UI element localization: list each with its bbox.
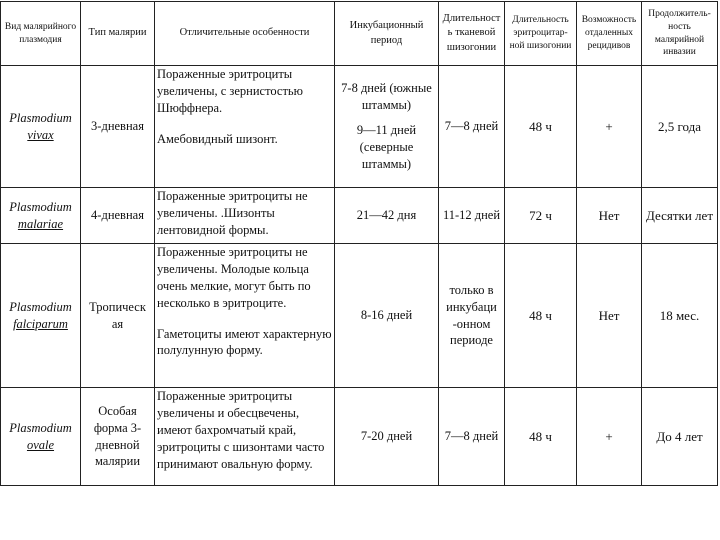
incubation-cell — [335, 66, 439, 188]
erythro-cell: 72 ч — [505, 188, 577, 244]
features-cell — [155, 66, 335, 188]
duration-cell: Десятки лет — [642, 188, 718, 244]
species-name: vivax — [27, 127, 54, 142]
duration-cell: 18 мес. — [642, 244, 718, 388]
species-cell — [1, 244, 81, 388]
tissue-cell: 7—8 дней — [439, 66, 505, 188]
type-cell: Особая форма 3-дневной малярии — [81, 388, 155, 486]
erythro-cell: 48 ч — [505, 66, 577, 188]
species-cell — [1, 388, 81, 486]
header-erythrocytic-schizogony: Длительность эритроцитар-ной шизогонии — [505, 2, 577, 66]
species-name: malariae — [17, 216, 64, 231]
feature-text: Амебовидный шизонт. — [157, 131, 278, 146]
species-name: ovale — [26, 437, 55, 452]
incubation-cell: 8-16 дней — [335, 244, 439, 388]
header-duration: Продолжитель-ность малярийной инвазии — [642, 2, 718, 66]
header-incubation: Инкубационный период — [335, 2, 439, 66]
species-genus: Plasmodium — [9, 420, 72, 435]
malaria-comparison-table — [0, 1, 718, 486]
feature-text: Пораженные эритроциты не увеличены. Молодые кольца очень мелкие, могут быть по несколько в эритроците. — [157, 245, 311, 310]
species-genus: Plasmodium — [9, 110, 72, 125]
header-species: Вид малярийного плазмодия — [1, 2, 81, 66]
duration-cell: 2,5 года — [642, 66, 718, 188]
species-genus: Plasmodium — [9, 199, 72, 214]
relapse-cell: + — [577, 388, 642, 486]
species-cell — [1, 66, 81, 188]
header-tissue-schizogony: Длительност ь тканевой шизогонии — [439, 2, 505, 66]
erythro-cell: 48 ч — [505, 388, 577, 486]
tissue-cell: 7—8 дней — [439, 388, 505, 486]
erythro-cell: 48 ч — [505, 244, 577, 388]
relapse-cell: + — [577, 66, 642, 188]
table-row — [1, 244, 718, 388]
type-cell: 4-дневная — [81, 188, 155, 244]
type-cell: 3-дневная — [81, 66, 155, 188]
table-row — [1, 188, 718, 244]
features-cell — [155, 244, 335, 388]
duration-cell: До 4 лет — [642, 388, 718, 486]
table-row — [1, 388, 718, 486]
tissue-cell: только в инкубаци -онном периоде — [439, 244, 505, 388]
species-cell — [1, 188, 81, 244]
header-features: Отличительные особенности — [155, 2, 335, 66]
feature-text: Пораженные эритроциты не увеличены. .Шизонты лентовидной формы. — [157, 189, 308, 237]
feature-text: Пораженные эритроциты увеличены, с зернистостью Шюффнера. — [157, 67, 303, 115]
features-cell — [155, 188, 335, 244]
feature-text: Пораженные эритроциты увеличены и обесцвечены, имеют бахромчатый край, эритроциты с шизонтами часто принимают овальную форму. — [157, 389, 325, 471]
type-cell: Тропическ ая — [81, 244, 155, 388]
relapse-cell: Нет — [577, 188, 642, 244]
incubation-cell: 7-20 дней — [335, 388, 439, 486]
header-relapse: Возможность отдаленных рецидивов — [577, 2, 642, 66]
tissue-cell: 11-12 дней — [439, 188, 505, 244]
header-type: Тип малярии — [81, 2, 155, 66]
incubation-cell: 21—42 дня — [335, 188, 439, 244]
table-row — [1, 66, 718, 188]
header-row — [1, 2, 718, 66]
incubation-north: 9—11 дней (северные штаммы) — [356, 123, 417, 171]
feature-text: Гаметоциты имеют характерную полулунную форму. — [157, 326, 332, 358]
species-name: falciparum — [13, 316, 68, 331]
species-genus: Plasmodium — [9, 299, 72, 314]
incubation-south: 7-8 дней (южные штаммы) — [341, 81, 432, 113]
relapse-cell: Нет — [577, 244, 642, 388]
features-cell — [155, 388, 335, 486]
